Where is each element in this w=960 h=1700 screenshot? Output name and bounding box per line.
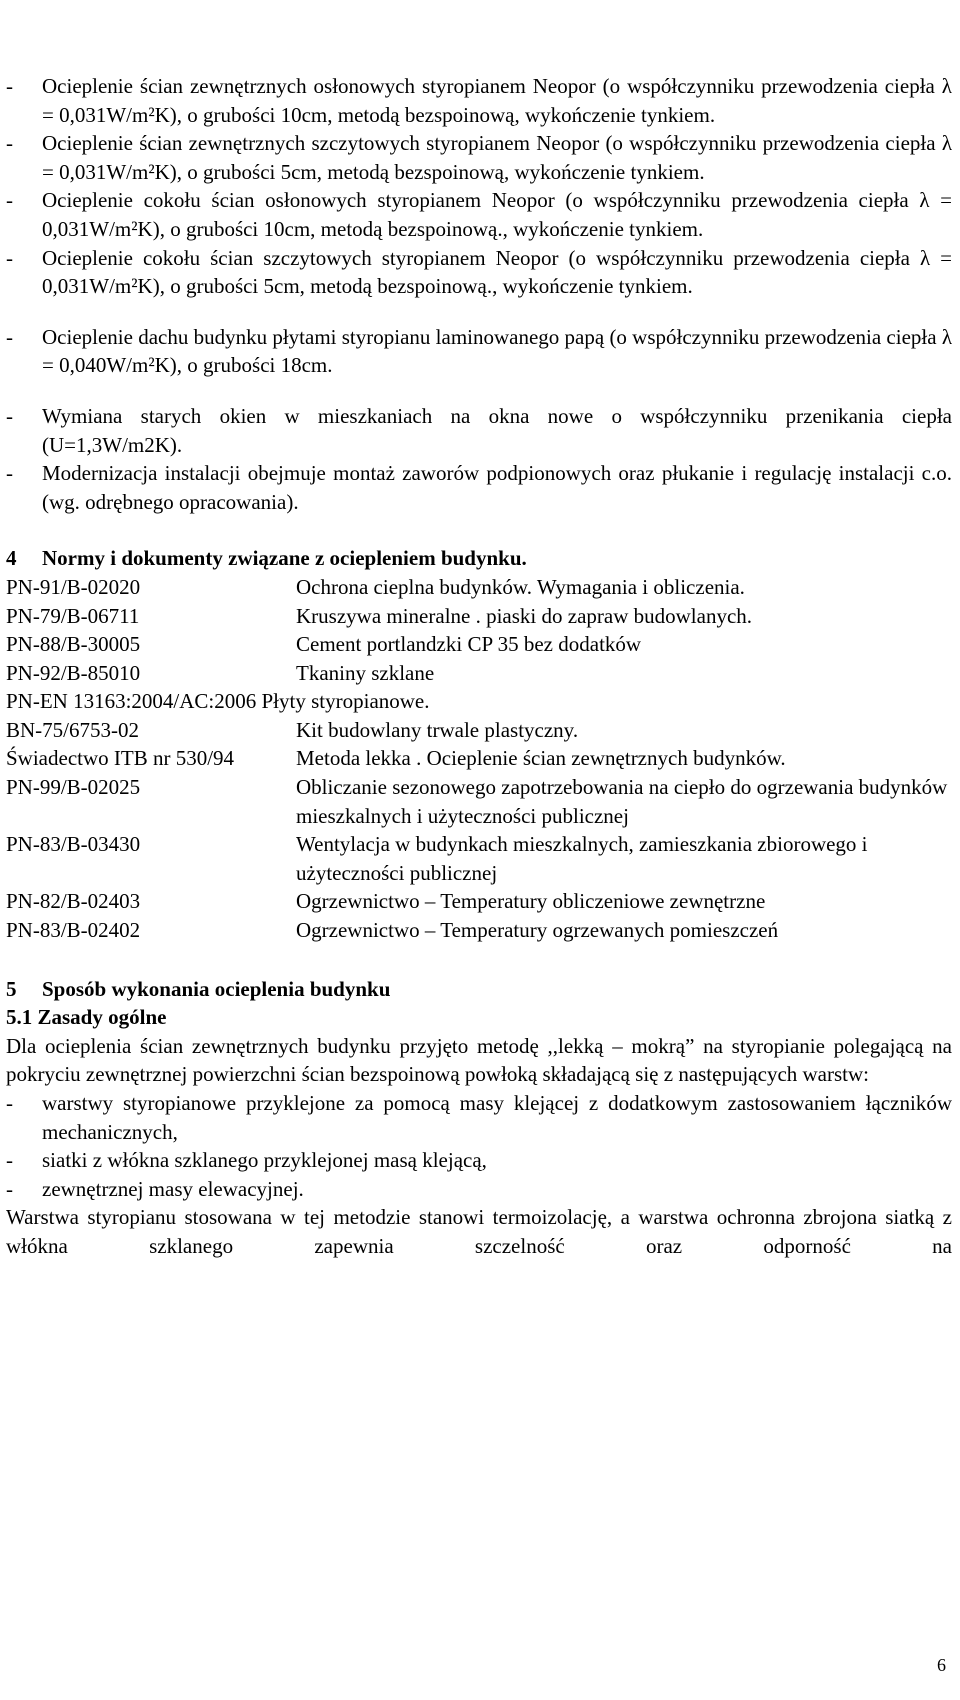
dash-marker: - <box>6 131 13 156</box>
list-item <box>6 244 952 301</box>
list-item-text: siatki z włókna szklanego przyklejonej masą klejącą, <box>42 1148 487 1173</box>
standard-description: Metoda lekka . Ocieplenie ścian zewnętrznych budynków. <box>296 746 786 771</box>
standard-row <box>6 916 952 945</box>
standard-description: Ogrzewnictwo – Temperatury ogrzewanych pomieszczeń <box>296 918 779 943</box>
closing-paragraph: Warstwa styropianu stosowana w tej metodzie stanowi termoizolację, a warstwa ochronna zbrojona siatką z włókna szklanego zapewnia szczelność oraz odporność na <box>6 1205 952 1258</box>
standard-row <box>6 773 952 830</box>
standard-description: Tkaniny szklane <box>296 660 435 685</box>
standard-row <box>6 630 952 659</box>
list-item-text: warstwy styropianowe przyklejone za pomocą masy klejącej z dodatkowym zastosowaniem łączników mechanicznych, <box>42 1091 952 1144</box>
insulation-list <box>6 72 952 516</box>
standard-row <box>6 887 952 916</box>
standard-code: PN-79/B-06711 <box>6 603 140 628</box>
standard-code: PN-83/B-02402 <box>6 918 141 943</box>
standard-row <box>6 573 952 602</box>
dash-marker: - <box>6 74 13 98</box>
list-item-text: Ocieplenie cokołu ścian osłonowych styropianem Neopor (o współczynniku przewodzenia ciepła λ = 0,031W/m²K), o grubości 10cm, metodą bezspoinową., wykończenie tynkiem. <box>42 188 952 241</box>
standard-code: PN-92/B-85010 <box>6 660 141 685</box>
list-item <box>6 1089 952 1146</box>
list-item <box>6 402 952 459</box>
standard-code: PN-88/B-30005 <box>6 632 141 657</box>
section-title: Sposób wykonania ocieplenia budynku <box>42 976 391 1001</box>
standard-row <box>6 687 952 716</box>
list-item-text: Modernizacja instalacji obejmuje montaż zaworów podpionowych oraz płukanie i regulację instalacji c.o. (wg. odrębnego opracowania). <box>42 461 952 514</box>
dash-marker: - <box>6 1176 13 1201</box>
standard-row <box>6 830 952 887</box>
standard-row <box>6 716 952 745</box>
list-item-text: Ocieplenie cokołu ścian szczytowych styropianem Neopor (o współczynniku przewodzenia ciepła λ = 0,031W/m²K), o grubości 5cm, metodą bezspoinową., wykończenie tynkiem. <box>42 245 952 299</box>
section-number: 4 <box>6 546 17 571</box>
page-header <box>0 4 960 46</box>
dash-marker: - <box>6 188 13 213</box>
list-item-text: zewnętrznej masy elewacyjnej. <box>42 1176 304 1201</box>
list-item-text: Wymiana starych okien w mieszkaniach na okna nowe o współczynniku przenikania ciepła (U=1,3W/m2K). <box>42 403 952 457</box>
standard-code: BN-75/6753-02 <box>6 717 139 742</box>
standard-code: PN-EN 13163:2004/AC:2006 Płyty styropianowe. <box>6 689 430 714</box>
standard-description: Cement portlandzki CP 35 bez dodatków <box>296 632 642 657</box>
list-item-text: Ocieplenie ścian zewnętrznych szczytowych styropianem Neopor (o współczynniku przewodzenia ciepła λ = 0,031W/m²K), o grubości 5cm, metodą bezspoinową, wykończenie tynkiem. <box>42 131 952 184</box>
layers-list <box>6 1089 952 1203</box>
list-item <box>6 72 952 129</box>
page-number: 6 <box>937 1655 946 1675</box>
standard-description: Kruszywa mineralne . piaski do zapraw budowlanych. <box>296 603 753 628</box>
standard-description: Ochrona cieplna budynków. Wymagania i obliczenia. <box>296 574 745 599</box>
list-item-text: Ocieplenie dachu budynku płytami styropianu laminowanego papą (o współczynniku przewodzenia ciepła λ = 0,040W/m²K), o grubości 18cm. <box>42 324 952 378</box>
dash-marker: - <box>6 461 13 486</box>
standard-code: PN-99/B-02025 <box>6 775 141 800</box>
section-title: Normy i dokumenty związane z ociepleniem budynku. <box>42 546 527 571</box>
list-item <box>6 1146 952 1175</box>
standard-description: Obliczanie sezonowego zapotrzebowania na ciepło do ogrzewania budynków mieszkalnych i użyteczności publicznej <box>296 775 948 828</box>
list-item-text: Ocieplenie ścian zewnętrznych osłonowych styropianem Neopor (o współczynniku przewodzenia ciepła λ = 0,031W/m²K), o grubości 10cm, metodą bezspoinową, wykończenie tynkiem. <box>42 74 952 127</box>
list-item <box>6 129 952 186</box>
standard-code: PN-82/B-02403 <box>6 889 141 914</box>
dash-marker: - <box>6 1148 13 1173</box>
standard-code: PN-83/B-03430 <box>6 832 141 857</box>
header-line-1: Termomodernizacja budynku mieszkalnego wielorodzinnego <box>278 5 682 24</box>
dash-marker: - <box>6 324 13 349</box>
dash-marker: - <box>6 1091 13 1115</box>
section-5-heading <box>6 975 952 1004</box>
intro-paragraph: Dla ocieplenia ścian zewnętrznych budynku przyjęto metodę ,,lekką – mokrą” na styropianie polegającą na pokryciu zewnętrznej powierzchni ścian bezspoinową powłoką składającą się z następujących warstw: <box>6 1033 952 1087</box>
section-4-heading <box>6 544 952 573</box>
dash-marker: - <box>6 403 13 428</box>
list-item <box>6 323 952 380</box>
section-number: 5 <box>6 976 17 1001</box>
standard-description: Wentylacja w budynkach mieszkalnych, zamieszkania zbiorowego i użyteczności publicznej <box>296 832 868 885</box>
subsection-heading: 5.1 Zasady ogólne <box>6 1005 167 1030</box>
standard-row <box>6 659 952 688</box>
standards-list <box>6 573 952 945</box>
dash-marker: - <box>6 245 13 270</box>
standard-row <box>6 744 952 773</box>
standard-description: Kit budowlany trwale plastyczny. <box>296 717 579 742</box>
document-body <box>6 72 952 1261</box>
standard-description: Ogrzewnictwo – Temperatury obliczeniowe zewnętrzne <box>296 889 766 914</box>
header-line-2: przy ul. Peowiaków 48 w Zamościu <box>361 26 599 45</box>
standard-row <box>6 602 952 631</box>
standard-code: PN-91/B-02020 <box>6 574 141 599</box>
list-item <box>6 459 952 516</box>
standard-code: Świadectwo ITB nr 530/94 <box>6 746 235 771</box>
list-item <box>6 1175 952 1204</box>
list-item <box>6 186 952 243</box>
